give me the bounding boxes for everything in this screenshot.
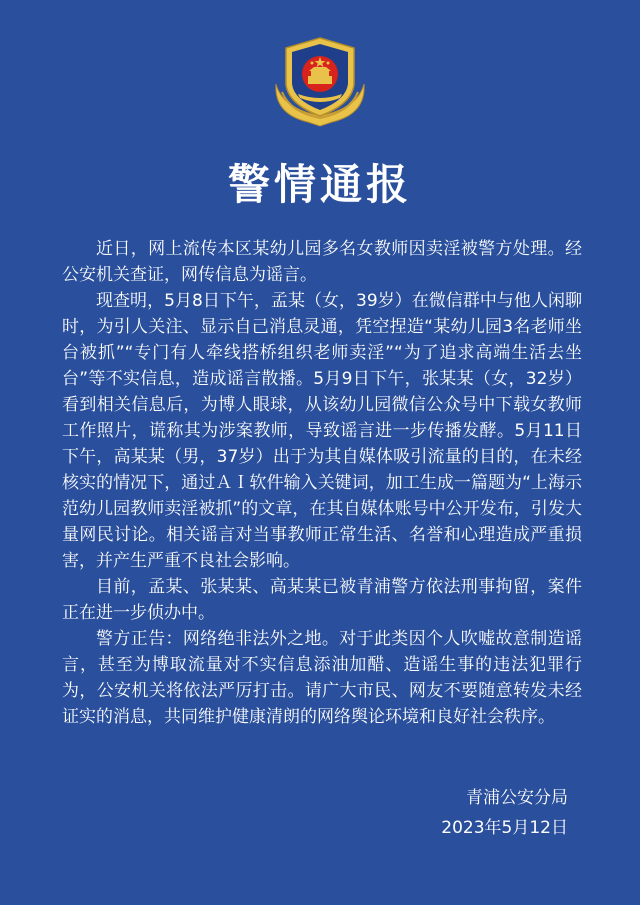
signature-agency: 青浦公安分局: [466, 788, 568, 808]
signature-block: [441, 783, 568, 843]
police-emblem-icon: [268, 32, 372, 128]
signature-date: 2023年5月12日: [441, 818, 568, 838]
notice-body: [62, 236, 582, 730]
page-title: 警情通报: [227, 160, 412, 209]
paragraph-3: 目前，孟某、张某某、高某某已被青浦警方依法刑事拘留，案件正在进一步侦办中。: [62, 577, 582, 623]
paragraph-4: 警方正告：网络绝非法外之地。对于此类因个人吹嘘故意制造谣言，甚至为博取流量对不实信息添油加醋、造谣生事的违法犯罪行为，公安机关将依法严厉打击。请广大市民、网友不要随意转发未经证实的消息，共同维护健康清朗的网络舆论环境和良好社会秩序。: [62, 629, 582, 727]
paragraph-2: 现查明，5月8日下午，孟某（女，39岁）在微信群中与他人闲聊时，为引人关注、显示自己消息灵通，凭空捏造“某幼儿园3名老师坐台被抓”“专门有人牵线搭桥组织老师卖淫”“为了追求高端生活去坐台”等不实信息，造成谣言散播。5月9日下午，张某某（女，32岁）看到相关信息后，为博人眼球，从该幼儿园微信公众号中下载女教师工作照片，谎称其为涉案教师，导致谣言进一步传播发酵。5月11日下午，高某某（男，37岁）出于为其自媒体吸引流量的目的，在未经核实的情况下，通过ＡＩ软件输入关键词，加工生成一篇题为“上海示范幼儿园教师卖淫被抓”的文章，在其自媒体账号中公开发布，引发大量网民讨论。相关谣言对当事教师正常生活、名誉和心理造成严重损害，并产生严重不良社会影响。: [62, 291, 582, 571]
paragraph-1: 近日，网上流传本区某幼儿园多名女教师因卖淫被警方处理。经公安机关查证，网传信息为谣言。: [62, 239, 582, 285]
